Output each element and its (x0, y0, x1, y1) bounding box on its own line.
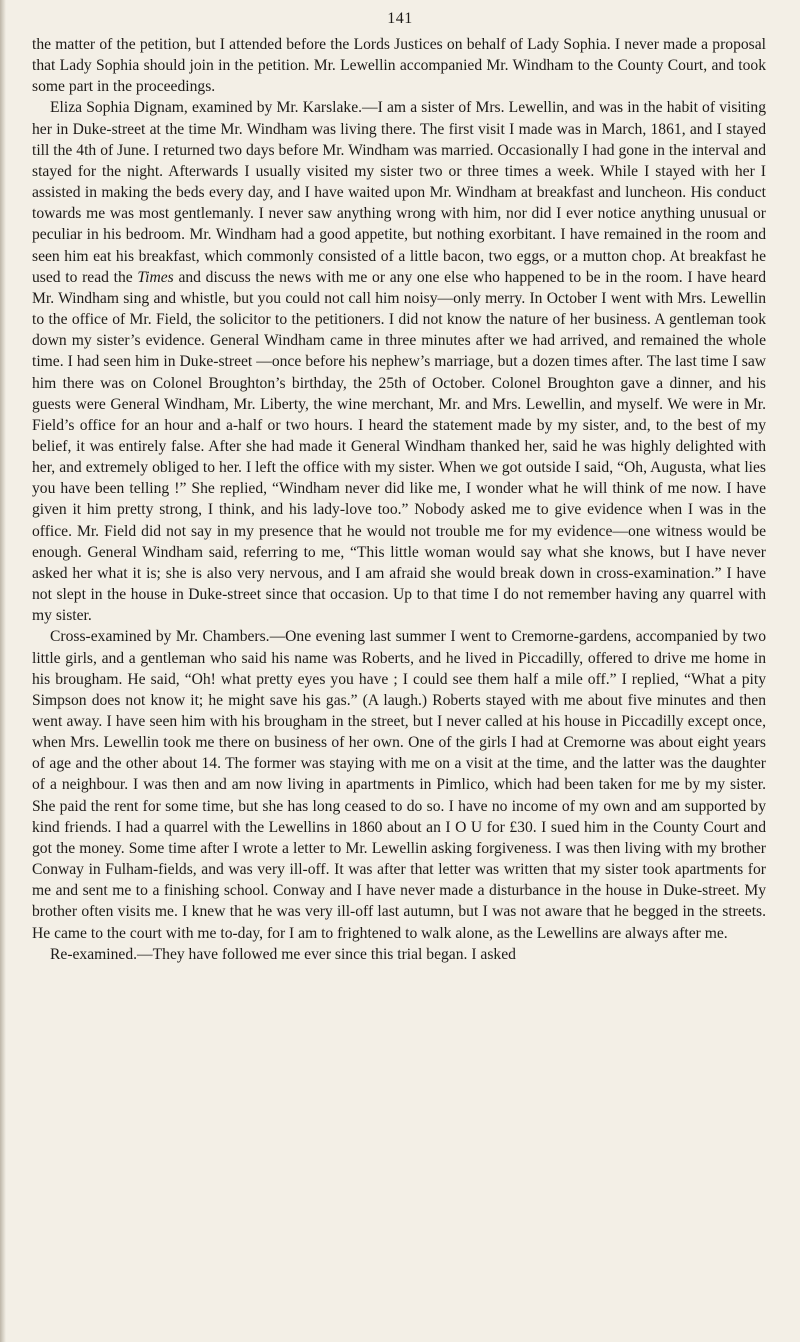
body-text (32, 34, 766, 965)
paragraph-text: Re-examined.—They have followed me ever since this trial began. I asked (50, 945, 516, 963)
paragraph (32, 34, 766, 97)
paragraph (32, 626, 766, 943)
paragraph-text: and discuss the news with me or any one else who happened to be in the room. I have heard Mr. Windham sing and whistle, but you could not call him noisy—only merry. In October I went with Mrs. Lewellin to the office of Mr. Field, the solicitor to the petitioners. I did not know the nature of her business. A gentleman took down my sister’s evidence. General Windham came in three minutes after we had arrived, and remained the whole time. I had seen him in Duke-street —once before his nephew’s marriage, but a dozen times after. The last time I saw him there was on Colonel Broughton’s birthday, the 25th of October. Colonel Broughton gave a dinner, and his guests were General Windham, Mr. Liberty, the wine merchant, Mr. and Mrs. Lewellin, and myself. We were in Mr. Field’s office for an hour and a-half or two hours. I heard the statement made by my sister, and, to the best of my belief, it was entirely false. After she had made it General Windham thanked her, said he was highly delighted with her, and extremely obliged to her. I left the office with my sister. When we got outside I said, “Oh, Augusta, what lies you have been telling !” She replied, “Windham never did like me, I wonder what he will think of me now. I have given it him pretty strong, I think, and his lady-love too.” Nobody asked me to give evidence when I was in the office. Mr. Field did not say in my presence that he would not trouble me for my evidence—one witness would be enough. General Windham said, referring to me, “This little woman would say what she knows, but I have never asked her what it is; she is also very nervous, and I am afraid she would break down in cross-examination.” I have not slept in the house in Duke-street since that occasion. Up to that time I do not remember having any quarrel with my sister. (32, 268, 766, 625)
paragraph (32, 944, 766, 965)
paragraph (32, 97, 766, 626)
page-gutter-shadow (0, 0, 6, 1342)
paragraph-text: the matter of the petition, but I attended before the Lords Justices on behalf of Lady Sophia. I never made a proposal that Lady Sophia should join in the petition. Mr. Lewellin accompanied Mr. Windham to the County Court, and took some part in the proceedings. (32, 36, 766, 96)
italic-text: Times (137, 268, 174, 286)
page-number: 141 (387, 10, 413, 27)
paragraph-text: Eliza Sophia Dignam, examined by Mr. Karslake.—I am a sister of Mrs. Lewellin, and was in the habit of visiting her in Duke-street at the time Mr. Windham was living there. The first visit I made was in March, 1861, and I stayed till the 4th of June. I returned two days before Mr. Windham was married. Occasionally I had gone in the interval and stayed for the night. Afterwards I usually visited my sister two or three times a week. While I stayed with her I assisted in making the beds every day, and I have waited upon Mr. Windham at breakfast and luncheon. His conduct towards me was most gentlemanly. I never saw anything wrong with him, nor did I ever notice anything unusual or peculiar in his bedroom. Mr. Windham had a good appetite, but nothing exorbitant. I have remained in the room and seen him eat his breakfast, which commonly consisted of a little bacon, two eggs, or a mutton chop. At breakfast he used to read the (32, 99, 766, 286)
paragraph-text: Cross-examined by Mr. Chambers.—One evening last summer I went to Cremorne-gardens, accompanied by two little girls, and a gentleman who said his name was Roberts, and he lived in Piccadilly, offered to drive me home in his brougham. He said, “Oh! what pretty eyes you have ; I could see them half a mile off.” I replied, “What a pity Simpson does not know it; he might save his gas.” (A laugh.) Roberts stayed with me about five minutes and then went away. I have seen him with his brougham in the street, but I never called at his house in Piccadilly except once, when Mrs. Lewellin took me there on business of her own. One of the girls I had at Cremorne was about eight years of age and the other about 14. The former was staying with me on a visit at the time, and the latter was the daughter of a neighbour. I was then and am now living in apartments in Pimlico, which had been taken for me by my sister. She paid the rent for some time, but she has long ceased to do so. I have no income of my own and am supported by kind friends. I had a quarrel with the Lewellins in 1860 about an I O U for £30. I sued him in the County Court and got the money. Some time after I wrote a letter to Mr. Lewellin asking forgiveness. I was then living with my brother Conway in Fulham-fields, and was very ill-off. It was after that letter was written that my sister took apartments for me and sent me to a finishing school. Conway and I have never made a disturbance in the house in Duke-street. My brother often visits me. I knew that he was very ill-off last autumn, but I was not aware that he begged in the streets. He came to the court with me to-day, for I am to frightened to walk alone, as the Lewellins are always after me. (32, 628, 766, 942)
